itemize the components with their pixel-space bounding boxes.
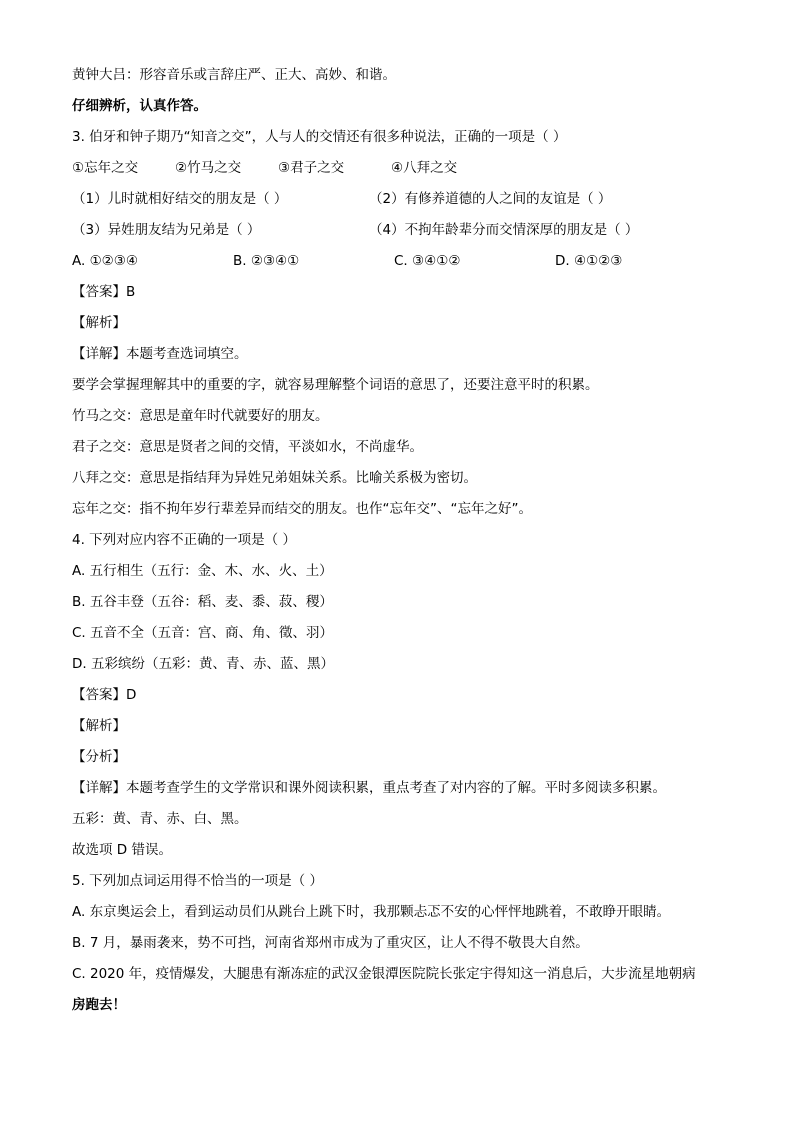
question-3-subs-row-1 — [72, 186, 732, 217]
detail-text: 【详解】本题考查选词填空。 — [72, 346, 248, 362]
item-3: ③君子之交 — [278, 160, 345, 176]
answer-label: 【答案】D — [72, 687, 137, 703]
option-b: B. 7 月，暴雨袭来，势不可挡，河南省郑州市成为了重灾区，让人不得不敬畏大自然。 — [72, 935, 589, 951]
explanation-line: 五彩：黄、青、赤、白、黑。 — [72, 811, 248, 827]
option-a: A. 东京奥运会上，看到运动员们从跳台上跳下时，我那颗忐忑不安的心怦怦地跳着，不敢睁开眼睛。 — [72, 904, 671, 920]
explanation-line: 故选项 D 错误。 — [72, 842, 172, 858]
item-2: ②竹马之交 — [175, 160, 242, 176]
explanation-line: 八拜之交：意思是指结拜为异姓兄弟姐妹关系。比喻关系极为密切。 — [72, 470, 477, 486]
sub-question-1: （1）儿时就相好结交的朋友是（ ） — [72, 191, 288, 207]
item-1: ①忘年之交 — [72, 160, 139, 176]
option-a: A. 五行相生（五行：金、木、水、火、土） — [72, 563, 333, 579]
sub-question-2: （2）有修养道德的人之间的友谊是（ ） — [369, 191, 612, 207]
question-3-subs-row-2 — [72, 217, 732, 248]
option-d: D. ④①②③ — [555, 253, 623, 269]
option-c: C. ③④①② — [394, 253, 461, 269]
question-5: 5. 下列加点词运用得不恰当的一项是（ ） — [72, 873, 323, 889]
fenxi-label: 【分析】 — [72, 749, 126, 765]
explanation-line: 君子之交：意思是贤者之间的交情，平淡如水，不尚虚华。 — [72, 439, 423, 455]
document-page — [72, 62, 732, 1023]
sub-question-3: （3）异姓朋友结为兄弟是（ ） — [72, 222, 261, 238]
analysis-label: 【解析】 — [72, 718, 126, 734]
text-line: 黄钟大吕：形容音乐或言辞庄严、正大、高妙、和谐。 — [72, 67, 396, 83]
option-a: A. ①②③④ — [72, 253, 138, 269]
sub-question-4: （4）不拘年龄辈分而交情深厚的朋友是（ ） — [369, 222, 639, 238]
section-heading: 仔细辨析，认真作答。 — [72, 98, 207, 114]
explanation-line: 忘年之交：指不拘年岁行辈差异而结交的朋友。也作“忘年交”、“忘年之好”。 — [72, 501, 532, 517]
question-3: 3. 伯牙和钟子期乃“知音之交”，人与人的交情还有很多种说法，正确的一项是（ ） — [72, 129, 567, 145]
item-4: ④八拜之交 — [391, 160, 458, 176]
option-c-continued: 房跑去！ — [72, 997, 126, 1013]
explanation-line: 竹马之交：意思是童年时代就要好的朋友。 — [72, 408, 329, 424]
question-3-options — [72, 248, 732, 279]
analysis-label: 【解析】 — [72, 315, 126, 331]
option-d: D. 五彩缤纷（五彩：黄、青、赤、蓝、黑） — [72, 656, 334, 672]
option-c: C. 五音不全（五音：宫、商、角、徵、羽） — [72, 625, 334, 641]
explanation-line: 要学会掌握理解其中的重要的字，就容易理解整个词语的意思了，还要注意平时的积累。 — [72, 377, 599, 393]
option-b: B. 五谷丰登（五谷：稻、麦、黍、菽、稷） — [72, 594, 333, 610]
detail-text: 【详解】本题考查学生的文学常识和课外阅读积累，重点考查了对内容的了解。平时多阅读多积累。 — [72, 780, 666, 796]
question-4: 4. 下列对应内容不正确的一项是（ ） — [72, 532, 296, 548]
question-3-items — [72, 155, 732, 186]
answer-label: 【答案】B — [72, 284, 136, 300]
option-c: C. 2020 年，疫情爆发，大腿患有渐冻症的武汉金银潭医院院长张定宇得知这一消息后，大步流星地朝病 — [72, 966, 696, 982]
option-b: B. ②③④① — [233, 253, 300, 269]
